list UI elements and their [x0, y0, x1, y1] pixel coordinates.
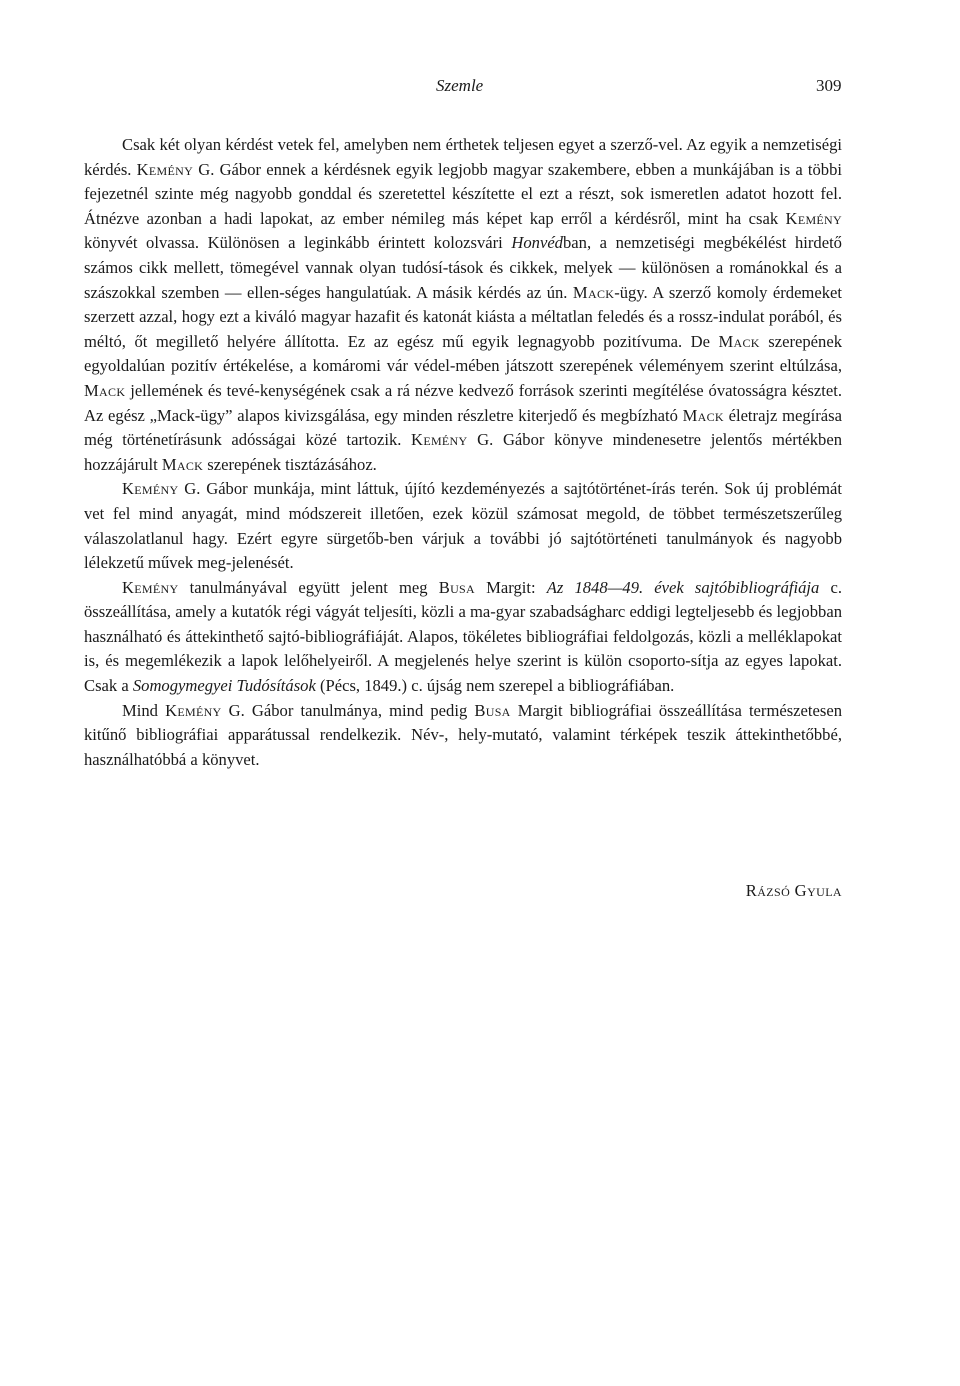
text-run: G. Gábor tanulmánya, mind pedig [221, 700, 475, 720]
text-run: c. összeállítása, amely a kutatók régi vágyát teljesíti, közli a ma-gyar szabadságharc eddigi legteljesebb és legjobban használható és áttekinthető sajtó-bibliográfiáját. Alapos, tökéletes bibliográfiai feldolgozás, közli a melléklapokat is, és megemlékezik a lapok lelőhelyeiről. A megjelenés helye szerint is külön csoporto-sítja az egyes lapokat. Csak a [84, 577, 842, 696]
text-run: könyvét olvassa. Különösen a leginkább érintett kolozsvári [84, 233, 512, 253]
name-smallcaps: Busa [474, 700, 511, 720]
text-run: tanulmányával együtt jelent meg [178, 577, 439, 597]
name-smallcaps: Kemény [165, 700, 222, 720]
name-smallcaps: Kemény [122, 479, 179, 499]
text-run: életrajz megírása még történetírásunk adósságai közé tartozik. [84, 405, 842, 450]
title-italic: Az 1848—49. évek sajtóbibliográfiája [546, 577, 820, 597]
name-smallcaps: Busa [438, 577, 475, 597]
name-smallcaps: Kemény [136, 159, 194, 179]
text-run: Csak két olyan kérdést vetek fel, amelyben nem érthetek teljesen egyet a szerző-vel. Az egyik a nemzetiségi kérdés. [84, 135, 842, 179]
name-smallcaps: Kemény [785, 208, 842, 228]
text-run: G. Gábor munkája, mint láttuk, újító kezdeményezés a sajtótörténet-írás terén. Sok új problémát vet fel mind anyagát, mind módszereit illetően, ezek közül számosat megold, de többet természetszerűleg válaszolatlanul hagy. Ezért egyre sürgetőb-ben várjuk a további jó sajtótörténeti tanulmányok és nagyobb lélekzetű művek meg-jelenését. [84, 479, 842, 573]
text-run: szerepének egyoldalúan pozitív értékelése, a komáromi vár védel-mében játszott szerepének véleményem szerint eltúlzása, [84, 331, 842, 376]
paragraph-1 [84, 133, 842, 477]
text-run: ban, a nemzetiségi megbékélést hirdető számos cikk mellett, tömegével vannak olyan tudósí-tások és cikkek, melyek — különösen a románokkal és a szászokkal szemben — ellen-séges hangulatúak. A másik kérdés az ún. [84, 233, 842, 302]
author-signature: Rázsó Gyula [745, 881, 842, 900]
text-run: G. Gábor könyve mindenesetre jelentős mértékben hozzájárult [84, 430, 842, 474]
name-smallcaps: Mack [682, 405, 724, 425]
name-smallcaps: Kemény [122, 577, 179, 597]
text-run: jellemének és tevé-kenységének csak a rá nézve kedvező források szerinti megítélése óvatosságra késztet. Az egész „Mack-ügy” alapos kivizsgálása, egy minden részletre kiterjedő és megbízható [84, 380, 842, 425]
page-number: 309 [816, 76, 842, 95]
name-smallcaps: Kemény [411, 430, 468, 450]
text-run: Mind [122, 700, 166, 720]
text-run: Margit bibliográfiai összeállítása természetesen kitűnő bibliográfiai apparátussal rendelkezik. Név-, hely-mutató, valamint térképek teszik áttekinthetőbbé, használhatóbbá a könyvet. [84, 700, 842, 769]
name-smallcaps: Mack [718, 331, 760, 351]
text-run: -ügy. A szerző komoly érdemeket szerzett azzal, hogy ezt a kiváló magyar hazafit és katonát kiásta a méltatlan feledés és a rossz-indulat porából, és méltó, őt megillető helyére állította. Ez az egész mű egyik legnagyobb pozitívuma. De [84, 282, 842, 351]
text-run: Margit: [474, 577, 547, 597]
name-smallcaps: Mack [84, 380, 126, 400]
paragraph-3 [84, 576, 842, 699]
name-smallcaps: Mack [572, 282, 615, 302]
name-smallcaps: Mack [161, 454, 204, 474]
paragraph-4 [84, 699, 842, 773]
paragraph-2 [84, 477, 842, 575]
title-italic: Honvéd [511, 233, 563, 253]
text-run: (Pécs, 1849.) c. újság nem szerepel a bibliográfiában. [315, 676, 675, 696]
title-italic: Somogymegyei Tudósítások [132, 676, 316, 696]
text-run: G. Gábor ennek a kérdésnek egyik legjobb magyar szakembere, ebben a munkájában is a többi fejezetnél szinte még nagyobb gonddal és szeretettel készítette el ezt a részt, sok ismeretlen adatot hozott fel. Átnézve azonban a hadi lapokat, az ember némileg más képet kap erről a kérdésről, mint ha csak [84, 159, 843, 228]
review-body-text [84, 133, 842, 772]
running-header-title: Szemle [436, 76, 484, 95]
text-run: szerepének tisztázásához. [203, 454, 377, 474]
